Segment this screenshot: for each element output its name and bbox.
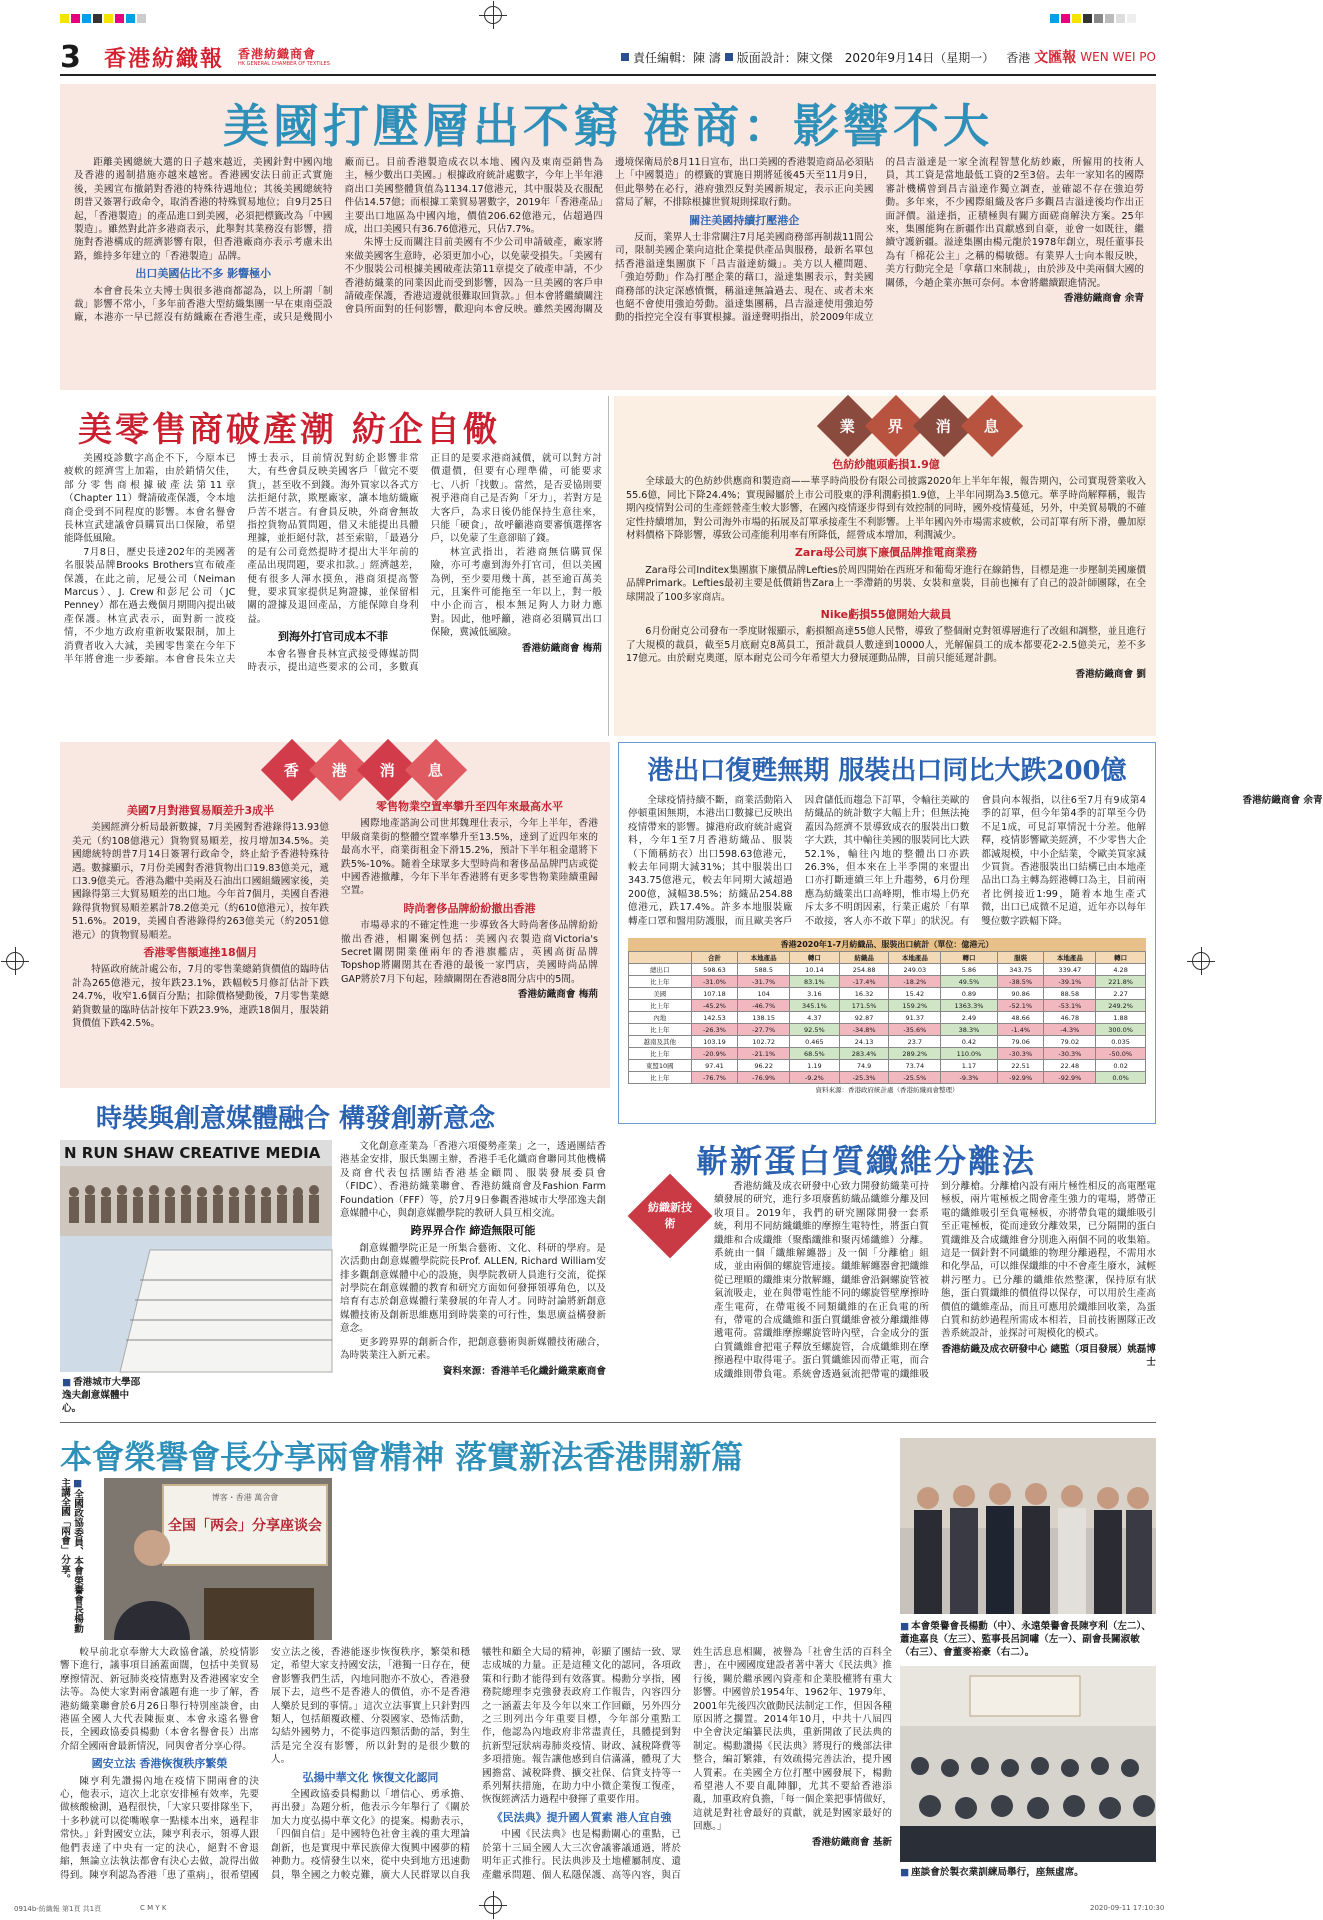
table-row [629, 1024, 1146, 1036]
table-cell: 92.5% [790, 1024, 840, 1036]
table-row [629, 976, 1146, 988]
table-cell: -38.5% [997, 976, 1044, 988]
table-row-label: 越南及其他 [629, 1036, 692, 1048]
hk-news-title: 零售物業空置率攀升至四年來最高水平 [376, 800, 563, 813]
page-number: 3 [60, 39, 81, 75]
designer-credit: 版面設計：陳文傑 [736, 50, 833, 65]
exports-table-note: 資料來源：香港政府統計處（香港紡織商會整理） [815, 1086, 959, 1094]
paper-prefix: 香港 [1006, 50, 1031, 65]
table-cell: -25.5% [889, 1072, 941, 1084]
table-cell: 1363.3% [941, 1000, 998, 1012]
npc-group-caption: ■ 本會榮譽會長楊勳（中）、永遠榮譽會長陳亨利（左二）、蕭進嘉良（左三）、監事長呂詞嘯（左一）、副會長關淑敏（右三）、會董麥裕豪（右二）。 [900, 1620, 1156, 1659]
table-row-label: 東盟10國 [629, 1060, 692, 1072]
table-cell: 3.16 [790, 988, 840, 1000]
exports-byline: 香港紡織商會 余青 [1242, 795, 1323, 806]
table-cell: 1.88 [1096, 1012, 1146, 1024]
table-cell: 102.72 [738, 1036, 790, 1048]
table-cell: -50.0% [1096, 1048, 1146, 1060]
npc-subhead-3: 《民法典》提升國人質素 港人宜自強 [491, 1810, 672, 1824]
table-cell: 48.66 [997, 1012, 1044, 1024]
table-row-label: 比上年 [629, 976, 692, 988]
table-row [629, 1048, 1146, 1060]
table-cell: 0.42 [941, 1036, 998, 1048]
paper-name-en: WEN WEI PO [1080, 50, 1156, 64]
table-cell: 0.035 [1096, 1036, 1146, 1048]
issue-date: 2020年9月14日（星期一） [844, 50, 995, 65]
industry-news-badge: 業 界 消 息 [826, 404, 1014, 448]
table-cell: -21.1% [738, 1048, 790, 1060]
table-cell: 0.89 [941, 988, 998, 1000]
protein-headline: 嶄新蛋白質纖維分離法 [696, 1142, 1037, 1180]
table-row-label: 比上年 [629, 1048, 692, 1060]
table-cell: 2.27 [1096, 988, 1146, 1000]
slide-title: 全国「两会」分享座谈会 [168, 1518, 322, 1534]
table-cell: -27.7% [738, 1024, 790, 1036]
table-cell: 171.5% [839, 1000, 889, 1012]
footer-timestamp: 2020-09-11 17:10:30 [1090, 1904, 1165, 1912]
hk-news-byline: 香港紡織商會 梅荊 [517, 989, 598, 1001]
table-cell: -35.6% [889, 1024, 941, 1036]
table-cell: -18.2% [889, 976, 941, 988]
table-cell: -34.8% [839, 1024, 889, 1036]
table-cell: 103.19 [691, 1036, 738, 1048]
color-bar [60, 14, 146, 23]
table-cell: -52.1% [997, 1000, 1044, 1012]
table-row [629, 1036, 1146, 1048]
table-cell: 49.5% [941, 976, 998, 988]
table-cell: 88.58 [1044, 988, 1096, 1000]
fashion-subhead: 跨界界合作 締造無限可能 [410, 1224, 536, 1238]
fashion-article: 文化創意產業為「香港六項優勢產業」之一，透過團結香港基金安排，服氏集團主辦，香港手毛化纖商會聯同其他機構及商會代表包括團結香港基金顧問、服裝發展委員會（FIDC）、香港紡織業聯會、香港紡織商會及Fashion Farm Foundation（FFF）等，於7月9日參觀香港城市大學邵逸夫創意媒體中心，與創意媒體學院的教研人員互相交流。 跨界界合作 締造無限可能 創意媒體學院正是一所集合藝術、文化、科研的學府。是次活動由創意媒體學院院長Prof. ALLEN, Richard William安排多觀創意媒體中心的設施，與學院教研人員進行交流，從探討學院在創意媒體的教育和研究方面如何發揮領導角色，以及培育有志於創意媒體行業發展的年青人才。同時討論將新創意媒體技術及創新思維應用到時裝業的可行性，集思廣益構發新意念。 更多跨界界的創新合作，把創意藝術與新媒體技術融合，為時裝業注入新元素。 資料來源：香港羊毛化纖針織業廠商會 [340, 1141, 606, 1377]
table-cell: -39.1% [1044, 976, 1096, 988]
table-cell: 79.02 [1044, 1036, 1096, 1048]
industry-news-byline: 香港紡織商會 劉 [1075, 668, 1146, 680]
table-cell: 138.15 [738, 1012, 790, 1024]
table-row-label: 比上年 [629, 1072, 692, 1084]
table-cell: 343.75 [997, 964, 1044, 976]
npc-left-caption: ■ 全國政協委員、本會榮譽會長楊勳主講全國「兩會」分享。 [62, 1478, 84, 1638]
table-cell: 588.5 [738, 964, 790, 976]
creative-media-caption: ■ 香港城市大學邵逸夫創意媒體中心。 [62, 1376, 142, 1415]
table-row [629, 1072, 1146, 1084]
registration-mark-icon [1192, 952, 1210, 970]
chamber-logo: 香港紡織商會 HK GENERAL CHAMBER OF TEXTILES [238, 46, 330, 67]
slide-small-text: 博客・香港 萬舍會 [211, 1493, 279, 1502]
square-bullet-icon [621, 53, 629, 61]
table-cell: 68.5% [790, 1048, 840, 1060]
footer-cmyk: C M Y K [140, 1904, 167, 1912]
table-cell: 159.2% [889, 1000, 941, 1012]
table-cell: 345.1% [790, 1000, 840, 1012]
npc-audience-photo [900, 1666, 1156, 1862]
table-row [629, 964, 1146, 976]
table-cell: 23.7 [889, 1036, 941, 1048]
table-cell: 90.86 [997, 988, 1044, 1000]
protein-article: 香港紡織及成衣研發中心致力開發紡織業可持續發展的研究，進行多項廢舊紡織品纖維分離及回收項目。2019年，我們的研究團隊開發一套系統，利用不同紡織纖維的摩擦生電特性，將蛋白質纖維和合成纖維（聚酯纖維和聚丙烯纖維）分離。系統由一個「纖維解纏器」及一個「分離槍」組成，並由兩個的螺旋管連接。纖維解纏器會把纖維從已理順的纖維束分散解纏，纖維會沿銅螺旋管被氣流吸走，並在與帶電性能不同的螺旋管壁摩擦時產生電荷，在帶電後不同類纖維的在正負電的所有，帶電的合成纖維和蛋白質纖維會被分離纖維傳遞電荷。當纖維摩擦螺旋管時內壁，合金成分的蛋白質纖維會把電子釋放至螺旋管，合成纖維則在摩擦過程中取得電子。蛋白質纖維因而帶正電，而合成纖維則帶負電。系統會透過氣流把帶電的纖維吸到分離槍。分離槍內設有兩片極性相反的高電壓電極板，兩片電極板之間會產生強力的電場，將帶正電的纖維吸引至負電極板，亦將帶負電的纖維吸引至正電極板，從而達致分離效果，已分隔開的蛋白質纖維及合成纖維會分別進入兩個不同的收集箱。這是一個針對不同纖維的物理分離過程，不需用水和化學品，可以維保纖維的中不會產生廢水，減輕耕污壓力。已分離的纖維依然整潔，保持原有狀態，蛋白質纖維的價值得以保存，可以用於生產高價值的纖維產品，而且可應用於纖維回收業，為蛋白質和紡紗過程所需成本相若，目前技術團隊正改善系統設計，並探討可規模化的模式。 香港紡織及成衣研發中心 總監（項目發展）姚磊博士 [714, 1181, 1156, 1380]
table-cell: -92.9% [997, 1072, 1044, 1084]
npc-speaker-photo [104, 1478, 332, 1640]
hk-news-title: 時尚奢侈品牌紛紛撤出香港 [403, 901, 536, 915]
table-cell: 598.63 [691, 964, 738, 976]
table-cell: -20.9% [691, 1048, 738, 1060]
hk-news-title: 香港零售額連挫18個月 [143, 946, 258, 960]
table-cell: 96.22 [738, 1060, 790, 1072]
table-cell: 74.9 [839, 1060, 889, 1072]
brand-title: 香港紡織報 [104, 45, 225, 72]
retail-byline: 香港紡織商會 梅荊 [521, 642, 602, 654]
exports-headline: 港出口復甦無期 服裝出口同比大跌200億 [647, 756, 1127, 786]
creative-media-building-icon [60, 1140, 332, 1372]
table-cell: -31.7% [738, 976, 790, 988]
table-cell: 73.74 [889, 1060, 941, 1072]
exports-article: 全球疫情持續不斷，商業活動陷入停頓重困無期，本港出口數據已反映出疫情帶來的影響。據港府政府統計處資料，今年1至7月香港紡織品、服裝（下簡稱紡衣）出口598.63億港元，較去年同期大減31%；其中服裝出口343.75億港元，較去年同期大減超過200億，減幅38.5%；紡織品254.88億港元，跌17.4%。許多本地服裝廠轉產口罩和醫用防護服，而且歐美客戶因倉儲低而趨急下訂單，令輸往美歐的紡織品的統計數字大幅上升；但無法掩蓋因為經濟不景導致成衣的服裝出口數字大跌，其中輸往美國的服裝同比大跌52.1%，輸往內地的整體出口亦跌26.3%，但本來在上半季開的來盟出口亦打斷連續三年上升趨勢，6月份理應為紡織業出口高峰期，惟市場上仍充斥太多不明朗因素，行業正處於「有單不敢接，客人亦不敢下單」的狀況。有會員向本報指，以往6至7月有9成第4季的訂單，但今年第4季的訂單至今仍不足1成，可見訂單情況十分差。他解釋，疫情影響歐美經濟，不少零售大企都減規模，中小企結業，令歐美買家減少買貨。香港服裝出口結構已由本地產品出口為主轉為經港轉口為主，目前兩者比例接近1:99，隨着本地生產式微，出口已成微不足道，近年亦以每年雙位數字跌幅下降。 香港紡織商會 余青 [628, 795, 1323, 927]
table-cell: 4.37 [790, 1012, 840, 1024]
table-row-label: 總出口 [629, 964, 692, 976]
table-cell: 10.14 [790, 964, 840, 976]
industry-news-title: Zara母公司旗下廉價品牌推電商業務 [794, 546, 978, 560]
color-bar [1050, 14, 1136, 23]
speaker-figure-icon [104, 1478, 332, 1640]
footer-file-info: 0914b-紡織報 第1頁 共1頁 [14, 1905, 102, 1913]
npc-byline: 香港紡織商會 基新 [811, 1836, 892, 1848]
paper-name: 文匯報 [1034, 50, 1077, 66]
table-cell: -17.4% [839, 976, 889, 988]
table-cell: 22.48 [1044, 1060, 1096, 1072]
table-row-label: 內地 [629, 1012, 692, 1024]
table-cell: 38.3% [941, 1024, 998, 1036]
table-cell: 0.0% [1096, 1072, 1146, 1084]
table-cell: 249.03 [889, 964, 941, 976]
exports-table-title: 香港2020年1-7月紡織品、服裝出口統計（單位：億港元） [628, 938, 1146, 951]
table-cell: 97.41 [691, 1060, 738, 1072]
page-header [60, 40, 1156, 76]
exports-table [628, 951, 1146, 1084]
editor-credit: 責任編輯：陳 濤 [632, 50, 721, 65]
retail-article: 美國疫診數字高企不下，今原本已疲軟的經濟雪上加霜，由於銷情欠佳，部分零售商根據破產法第11章（Chapter 11）聲請破產保護，令本地商企受到不同程度的影響。本會名譽會長林宣武建議會員購買出口保險，希望能降低風險。 7月8日，歷史長達202年的美國著名服裝品牌Brooks Brothers宣布破產保護，在此之前，尼曼公司（Neiman Marcus）、J. Crew和彭尼公司（JC Penney）都在過去幾個月期間內提出破產保護。林宣武表示，面對新一波疫情，不少地方政府重新收緊限制，加上消費者收入大減，美國零售業在今年下半年將會進一步萎縮。本會會長朱立夫博士表示，目前情況對紡企影響非常大，有些會員反映美國客戶「做完不要貨」，甚至收不到錢。海外買家以各式方法拒絕付款，欺壓廠家，讓本地紡織廠戶苦不堪言。有會員反映，外商會無故指控貨物品質問題，借又未能提出具體理據，並拒絕付款，甚至索賠，「最過分的是有公司竟然提時才提出大半年前的產品出現問題，要求扣款。」經濟越差，便有很多人渾水摸魚，港商須提高警覺，要求買家提供足夠證據，並保留相關的證據及退回產品，方能保障自身利益。 到海外打官司成本不菲 本會名譽會長林宣武接受傳媒訪問時表示，提出這些要求的公司，多數真正目的是要求港商減價，就可以對方討價還價，但要有心理準備，可能要求七、八折「找數」。當然，是否妥協則要視乎港商自己是否夠「牙力」，若對方是大客戶，為求日後仍能保持生意往來，只能「硬食」，故呼籲港商要審慎選擇客戶，以免蒙了生意卻賠了錢。 林宣武指出，若港商無信購買保險，亦可考慮到海外打官司，但以美國為例，至少要用幾十萬，甚至逾百萬美元，且案件可能拖至一年以上，對一般中小企而言，根本無足夠人力財力應對。因此，他呼籲，港商必須購買出口保險，冀減低風險。 香港紡織商會 梅荊 [64, 453, 602, 674]
square-bullet-icon [725, 53, 733, 61]
registration-mark-icon [484, 1896, 502, 1914]
table-cell: -46.7% [738, 1000, 790, 1012]
fashion-headline: 時裝與創意媒體融合 構發創新意念 [96, 1104, 496, 1134]
table-cell: 142.53 [691, 1012, 738, 1024]
table-header-row: 合計 本地產品 轉口 紡織品 本地產品 轉口 服裝 本地產品 轉口 [629, 952, 1146, 964]
table-cell: 289.2% [889, 1048, 941, 1060]
table-cell: 110.0% [941, 1048, 998, 1060]
table-cell: -45.2% [691, 1000, 738, 1012]
table-cell: 104 [738, 988, 790, 1000]
column-divider [608, 396, 609, 736]
table-cell: 0.02 [1096, 1060, 1146, 1072]
table-cell: -30.3% [1044, 1048, 1096, 1060]
industry-news-title: 色紡紗龍頭虧損1.9億 [832, 458, 940, 471]
table-cell: 24.13 [839, 1036, 889, 1048]
npc-subhead-1: 國安立法 香港恢復秩序繁榮 [91, 1757, 228, 1771]
table-cell: 91.37 [889, 1012, 941, 1024]
tech-badge-label: 紡織新技術 [648, 1201, 692, 1230]
header-meta [621, 47, 1156, 67]
table-row [629, 1012, 1146, 1024]
table-cell: -92.9% [1044, 1072, 1096, 1084]
photo-banner-text: N RUN SHAW CREATIVE MEDIA [60, 1140, 332, 1166]
retail-subhead: 到海外打官司成本不菲 [277, 630, 388, 644]
table-row-label: 比上年 [629, 1024, 692, 1036]
table-cell: 83.1% [790, 976, 840, 988]
fashion-byline: 資料來源：香港羊毛化纖針織業廠商會 [442, 1365, 606, 1377]
top-headline: 美國打壓層出不窮 港商：影響不大 [222, 99, 993, 153]
top-article: 距離美國總統大選的日子越來越近，美國針對中國內地及香港的遏制措施亦越來越密。香港國安法日前正式實施後，美國宣布撤銷對香港的特殊待遇地位；其後美國總統特朗普又簽署行政命令，取消香港的特殊貿易地位；自9月25日起，「香港製造」的產品進口到美國，必須把標籤改為「中國製造」。雖然對此許多港商表示，此舉對其業務沒有影響，措施對香港構成的經濟影響有限，但香港廠商亦表示考慮未出路，維持多年建立的「香港製造」品牌。 出口美國佔比不多 影響極小 本會會長朱立夫博士與很多港商都認為，以上所謂「制裁」影響不常小，「多年前香港大型紡織集團一早在東南亞設廠，本港亦一早已經沒有紡織廠在香港生產，或只是幾間小廠而已。目前香港製造成衣以本地、國內及東南亞銷售為主，極少數出口美國。」根據政府統計處數字，今年上半年港商出口美國整體貨值為1134.17億港元，其中服裝及衣服配件佔14.57億；而根據工業貿易署數字，2019年「香港產品」主要出口地區為中國內地，價值206.62億港元，佔超過四成，出口美國只有36.76億港元，只佔7.7%。 朱博士反而關注目前美國有不少公司申請破產，廠家將來做美國客生意時，必須更加小心，以免蒙受損失。「美國有不少服裝公司根據美國破產法第11章提交了破產申請，不少香港紡織業的同業因此而受到影響，因為一旦美國的客戶申請破產保護，香港這邊就很難取回貨款。」但本會將繼續關注會員所面對的任何影響，歡迎向本會反映。雖然美國海關及邊境保衛局於8月11日宣布，出口美國的香港製造商品必須貼上「中國製造」的標籤的實施日期將延後45天至11月9日，但此舉勢在必行，港府強烈反對美國新規定，表示正向美國當局了解，不排除根據世貿規則採取行動。 關注美國持續打壓港企 反而，業界人士非常關注7月尾美國商務部再制裁11間公司，限制美國企業向這批企業提供產品與服務，最新名單包括香港溢達集團旗下「昌吉溢達紡織」。美方以人權問題、「強迫勞動」作為打壓企業的藉口，溢達集團表示，對美國商務部的決定深感憤慨，稱溢達無論過去、現在、或者未來也絕不會使用強迫勞動。溢達集團稱，昌吉溢達使用強迫勞動的指控完全沒有事實根據。溢達聲明指出，於2009年成立的昌吉溢達是一家全流程智慧化紡紗廠，所僱用的技術人員，其工資是當地最低工資的2至3倍。去年一家知名的國際審計機構曾到昌吉溢達作獨立調查，並確認不存在強迫勞動。多年來，不少國際組織及客戶多觀昌吉溢達後均作出正面評價。溢達指，正積極與有關方面磋商解決方案。25年來，集團能夠在新疆作出貢獻感到自豪，並會一如既往，繼續守護新疆。溢達集團由楊元龍於1978年創立，現任董事長為有「棉花公主」之稱的楊敏德。有業界人士向本報反映，美方行動完全是「拿藉口來制裁」，由於涉及中美兩個大國的關係，今趟企業亦無可奈何。本會將繼續跟進情況。 香港紡織商會 余青 [74, 157, 1144, 324]
table-cell: 249.2% [1096, 1000, 1146, 1012]
table-cell: -76.9% [738, 1072, 790, 1084]
table-cell: 283.4% [839, 1048, 889, 1060]
npc-audience-caption: ■ 座談會於製衣業訓練局舉行，座無虛席。 [900, 1866, 1156, 1879]
protein-byline: 香港紡織及成衣研發中心 總監（項目發展）姚磊博士 [941, 1343, 1156, 1369]
table-cell: 92.87 [839, 1012, 889, 1024]
table-cell: 2.49 [941, 1012, 998, 1024]
table-row [629, 988, 1146, 1000]
table-cell: 1.19 [790, 1060, 840, 1072]
npc-article: 較早前北京奉辦大大政協會議，於疫情影響下進行，議事項目涵蓋面闊，包括中美貿易摩擦情況、新冠肺炎疫情應對及香港國家安全法等。為使大家對兩會議題有進一步了解，香港紡織業聯會於6月26日舉行特別座談會，由港區全國人大代表陳振東、本會永遠名譽會長，全國政協委員楊勳（本會名譽會長）出席介紹全國兩會最新情況，同與會者分享心得。 國安立法 香港恢復秩序繁榮 陳亨利先讚揚內地在疫情下開兩會的決心，他表示，這次上北京安排極有效率，先要做核酸檢測，過程很快，「大家只要排隊坐下，十多秒就可以從嘴喉拿一點樣本出來，過程非常快。」針對國安立法，陳亨利表示，領導人跟他們表達了中央有一定的決心，絕對不會退縮，無論立法執法都會有決心去做，說得出做得到。陳亨利認為香港「患了重病」，很希望國安立法之後，香港能逐步恢復秩序，繁榮和穩定，希望大家支持國安法，「港獨一日存在，便會影響我們生活，內地同胞亦不放心，香港發展下去，這些不是香港人的價值，亦不是香港人樂於見到的事情。」這次立法事實上只針對四類人，包括顛覆政權、分裂國家、恐怖活動，勾結外國勢力，不從事這四類活動的話，對生活是完全沒有影響，所以針對的是很少數的人。 弘揚中華文化 恢復文化認同 全國政協委員楊勳以「增信心、勇承擔、再出發」為題分析，他表示今年舉行了《關於加大力度弘揚中華文化》的提案。楊勳表示，「四個自信」是中國特色社會主義的重大理論創新，也是實現中華民族偉大復興中國夢的精神動力。疫情發生以來，從中央到地方迅速動員，舉全國之力較克難，廣大人民群眾以自我犧牲和顧全大局的精神，彰顯了團結一致、眾志成城的力量。正是這種文化的認同，各項政策和行動才能得到有效落實。楊勳分享指，國務院總理李克強發表政府工作報告，內容四分之一涵蓋去年及今年以來工作回顧，另外四分之三則列出今年重要目標，今年部分重點工作，他認為內地政府非常盡責任，具體提到對抗新型冠狀病毒肺炎疫情、財政、減稅降費等多項措施。報告讓他感到自信滿滿，體現了大國擔當、減稅降費、擴交社保、信貸支持等一系列幫扶措施，在助力中小微企業復工復產，恢復經濟活力過程中發揮了重要作用。 《民法典》提升國人質素 港人宜自強 中國《民法典》也是楊勳關心的重點，已於第十三屆全國人大三次會議審議通過，將於明年正式推行。民法典涉及土地權屬制度、遺產繼承問題、個人私隱保護、高等內容，與百姓生活息息相關，被譽為「社會生活的百科全書」，在中國國度建設者著中著大《民法典》推行後，關於繼承國內資產和企業股權將有重大影響。中國曾於1954年、1962年、1979年、2001年先後四次啟動民法制定工作，但因各種原因將之擱置。2014年10月，中共十八屆四中全會決定編纂民法典，重新開啟了民法典的制定。楊勳讚揚《民法典》將現行的幾部法律整合，編訂繁雜，有效疏揚完善法治，提升國人質素。在美國全方位打壓中國發展下，楊勳希望港人不要自亂陣腳，尤其不要給香港添亂，加重政府負擔，「每一個企業把事情做好，這就是對社會最好的貢獻，就是對國家最好的回應。」 香港紡織商會 基新 [60, 1647, 892, 1881]
section-divider [60, 1422, 1156, 1423]
table-cell: 1.17 [941, 1060, 998, 1072]
npc-group-photo [900, 1438, 1156, 1614]
hk-news-title: 美國7月對港貿易順差升3成半 [126, 804, 275, 817]
top-byline: 香港紡織商會 余青 [1063, 293, 1144, 305]
table-row-label: 比上年 [629, 1000, 692, 1012]
hk-news-article: 美國7月對港貿易順差升3成半 美國經濟分析局最新數據，7月美國對香港錄得13.93億美元（約108億港元）貨物貿易順差，按月增加34.5%。美國總統特朗普7月14日簽署行政命令，終止給予香港特殊待遇。數據顯示，7月份美國對香港貨物出口19.83億美元，遞口3.9億美元。香港為繼中美兩及石油出口國組織國家後，美國錄得第三大貿易順差的出口地。今年首7個月，美國自香港錄得貨物貿易順差累計78.2億美元（約610億港元），按年跌51.6%。2019，美國自香港錄得約263億美元（約2051億港元）的貨物貿易順差。 香港零售額連挫18個月 特區政府統計處公布，7月的零售業總銷貨價值的臨時估計為265億港元，按年跌23.1%，跌幅較5月修訂估計下跌24.7%，收窄1.6個百分點；扣除價格變動後，7月零售業總銷貨數量的臨時估計按年下跌23.9%，連跌18個月，服裝銷貨價值下跌42.5%。 零售物業空置率攀升至四年來最高水平 國際地產諮詢公司世邦魏理仕表示，今年上半年，香港甲級商業街的整體空置率攀升至13.5%，達到了近四年來的最高水平，商業街租金下滑15.2%，預計下半年租金還將下跌5%-10%。隨着全球眾多大型時尚和奢侈品品牌門店或從中國香港撤離，今年下半年香港將有更多零售物業陸續重歸空置。 時尚奢侈品牌紛紛撤出香港 市場尋求的不確定性進一步導致各大時尚奢侈品牌紛紛撤出香港，相關案例包括：美國內衣製造商Victoria's Secret關閉開業僅兩年的香港旗艦店，英國高街品牌Topshop將關閉其在香港的最後一家門店，美國時尚品牌GAP將於7月下旬起，陸續關閉在香港8間分店中的5間。 香港紡織商會 梅荊 [72, 800, 598, 1030]
table-cell: 4.28 [1096, 964, 1146, 976]
table-cell: 15.42 [889, 988, 941, 1000]
hk-news-badge: 香 港 消 息 [270, 748, 458, 792]
table-cell: 339.47 [1044, 964, 1096, 976]
table-row [629, 1000, 1146, 1012]
audience-icon [900, 1666, 1156, 1862]
table-cell: -76.7% [691, 1072, 738, 1084]
creative-media-photo [60, 1140, 332, 1372]
table-cell: -53.1% [1044, 1000, 1096, 1012]
table-cell: -26.3% [691, 1024, 738, 1036]
table-row-label: 美國 [629, 988, 692, 1000]
table-cell: 254.88 [839, 964, 889, 976]
retail-headline: 美零售商破產潮 紡企自儆 [78, 410, 500, 450]
group-people-icon [900, 1438, 1156, 1614]
table-cell: -31.0% [691, 976, 738, 988]
table-cell: -1.4% [997, 1024, 1044, 1036]
npc-headline: 本會榮譽會長分享兩會精神 落實新法香港開新篇 [60, 1438, 744, 1476]
registration-mark-icon [6, 952, 24, 970]
top-subhead-2: 關注美國持續打壓港企 [689, 213, 800, 227]
table-cell: -25.3% [839, 1072, 889, 1084]
table-cell: -4.3% [1044, 1024, 1096, 1036]
npc-subhead-2: 弘揚中華文化 恢復文化認同 [302, 1770, 439, 1784]
top-subhead-1: 出口美國佔比不多 影響極小 [135, 267, 272, 281]
table-cell: 221.8% [1096, 976, 1146, 988]
table-cell: 22.51 [997, 1060, 1044, 1072]
registration-mark-icon [484, 6, 502, 24]
industry-news-title: Nike虧損55億開始大裁員 [820, 608, 952, 622]
table-cell: 5.86 [941, 964, 998, 976]
table-cell: -9.2% [790, 1072, 840, 1084]
table-cell: -9.3% [941, 1072, 998, 1084]
table-cell: 300.0% [1096, 1024, 1146, 1036]
exports-table-wrap [628, 938, 1146, 1094]
table-cell: 16.32 [839, 988, 889, 1000]
table-cell: -30.3% [997, 1048, 1044, 1060]
table-row [629, 1060, 1146, 1072]
table-cell: 79.06 [997, 1036, 1044, 1048]
table-cell: 107.18 [691, 988, 738, 1000]
industry-news-article: 色紡紗龍頭虧損1.9億 全球最大的色紡紗供應商和製造商——華孚時尚股份有限公司披露2020年上半年年報，報告期內，公司實現營業收入55.6億，同比下降24.4%；實現歸屬於上市公司股東的淨利潤虧損1.9億，上半年同期為3.5億元。華孚時尚解釋稱，報告期內疫情對公司的生產經營產生較大影響，在國內疫情逐步得到有效控制的同時，國外疫情蔓延，另外，中美貿易戰的不確定性持續增加，對公司海外市場的拓展及訂單承接產生不利影響。上半年國內外市場需求疲軟，公司訂單有所下滑，疊加原材料價格下降影響，導致公司產能利用率有所降低，經營成本增加，利潤減少。 Zara母公司旗下廉價品牌推電商業務 Zara母公司Inditex集團旗下廉價品牌Lefties於周四開始在西班牙和葡萄牙進行在線銷售，目標是進一步壓制美國廉價品牌Primark。Lefties最初主要是低價銷售Zara上一季滯銷的男裝、女裝和童裝，目前也擁有了自己的設計師團隊，在全球開設了100多家商店。 Nike虧損55億開始大裁員 6月份耐克公司發布一季度財報顯示，虧損額高達55億人民幣，導致了整個耐克對領導層進行了改組和調整，並且進行了大規模的裁員，截至5月底耐克8萬員工，預計裁員人數達到10000人，光解僱員工的成本都要花2-2.5億美元，差不多17億元。由於耐克奧運，原本耐克公司今年希望大力發展運動品牌，目前只能延遲計劃。 香港紡織商會 劉 [626, 458, 1146, 680]
table-cell: 46.78 [1044, 1012, 1096, 1024]
table-cell: 0.465 [790, 1036, 840, 1048]
